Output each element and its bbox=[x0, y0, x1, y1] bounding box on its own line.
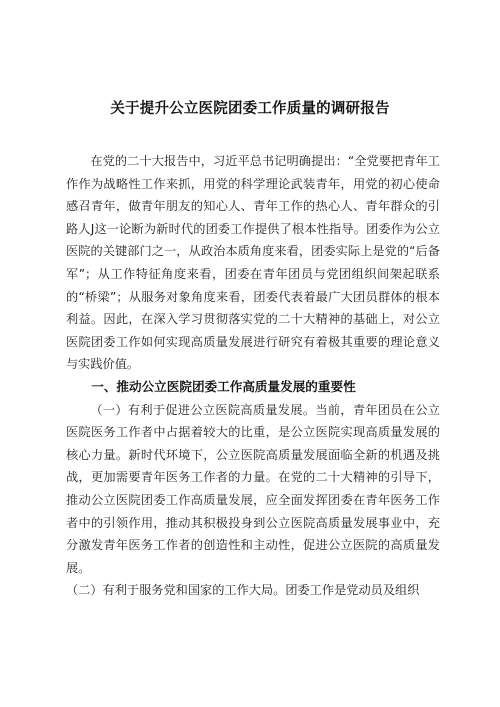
section-heading-1: 一、推动公立医院团委工作高质量发展的重要性 bbox=[91, 378, 356, 394]
subsection-paragraph-2: （二）有利于服务党和国家的工作大局。团委工作是党动员及组织 bbox=[66, 583, 420, 598]
document-title: 关于提升公立医院团委工作质量的调研报告 bbox=[110, 101, 390, 117]
intro-paragraph: 在党的二十大报告中，习近平总书记明确提出：“全党要把青年工作作为战略性工作来抓，用党的科学理论武装青年，用党的初心使命感召青年，做青年朋友的知心人、青年工作的热心人、青年群众的引路人J这一论断为新时代的团委工作提供了根本性指导。团委作为公立医院的关键部门之一，从政治本质角度来看，团委实际上是党的“后备军”；从工作特征角度来看，团委在青年团员与党团组织间架起联系的“桥梁”；从服务对象角度来看，团委代表着最广大团员群体的根本利益。因此，在深入学习贯彻落实党的二十大精神的基础上，对公立医院团委工作如何实现高质量发展进行研究有着极其重要的理论意义与实践价值。 bbox=[66, 154, 440, 372]
subsection-paragraph-1: （一）有利于促进公立医院高质量发展。当前，青年团员在公立医院医务工作者中占据着较大的比重，是公立医院实现高质量发展的核心力量。新时代环境下，公立医院高质量发展面临全新的机遇及挑战，更加需要青年医务工作者的力量。在党的二十大精神的引导下，推动公立医院团委工作高质量发展，应全面发挥团委在青年医务工作者中的引领作用，推动其积极投身到公立医院高质量发展事业中，充分激发青年医务工作者的创造性和主动性，促进公立医院的高质量发展。 bbox=[66, 402, 440, 575]
document-body bbox=[66, 150, 440, 602]
